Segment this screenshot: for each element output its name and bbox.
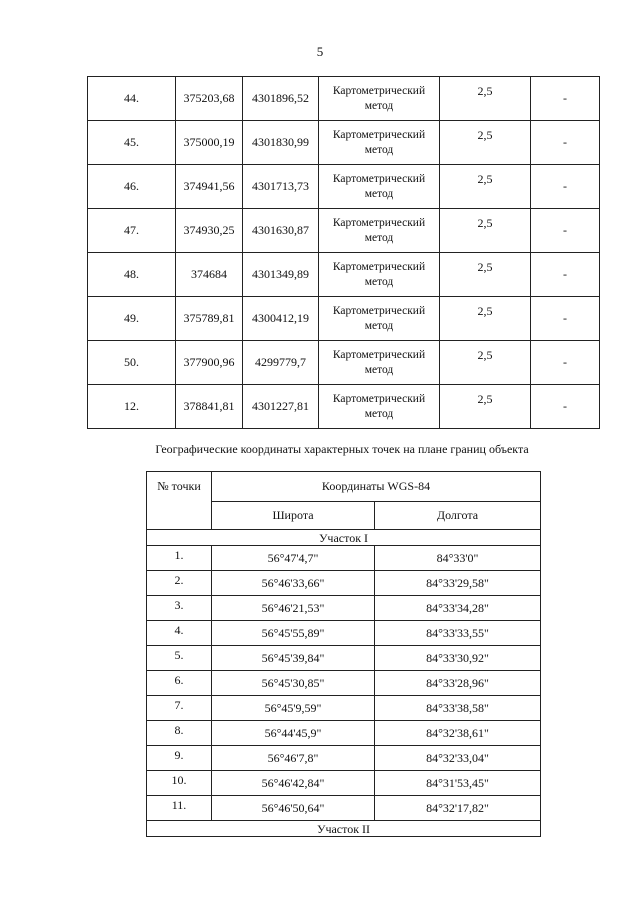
latitude: 56°44'45,9" bbox=[212, 721, 375, 746]
latitude: 56°45'39,84" bbox=[212, 646, 375, 671]
method-line: Картометрический bbox=[332, 349, 426, 361]
method-line: метод bbox=[364, 364, 394, 376]
latitude: 56°46'21,53" bbox=[212, 596, 375, 621]
latitude: 56°45'30,85" bbox=[212, 671, 375, 696]
accuracy: 2,5 bbox=[440, 253, 531, 297]
header-point-number: № точки bbox=[147, 472, 212, 530]
method-line: метод bbox=[364, 232, 394, 244]
latitude: 56°46'7,8" bbox=[212, 746, 375, 771]
point-number: 44. bbox=[88, 77, 176, 121]
method-line: Картометрический bbox=[332, 261, 426, 273]
y-coordinate: 4301713,73 bbox=[243, 165, 319, 209]
point-number: 50. bbox=[88, 341, 176, 385]
longitude: 84°33'38,58" bbox=[375, 696, 541, 721]
x-coordinate: 377900,96 bbox=[176, 341, 243, 385]
method bbox=[319, 165, 440, 209]
method-line: метод bbox=[364, 408, 394, 420]
latitude: 56°46'50,64" bbox=[212, 796, 375, 821]
point-number: 6. bbox=[147, 671, 212, 696]
table-row bbox=[88, 297, 600, 341]
method-line: Картометрический bbox=[332, 217, 426, 229]
table-row bbox=[88, 341, 600, 385]
note: - bbox=[531, 385, 600, 429]
table-row bbox=[88, 253, 600, 297]
y-coordinate: 4301896,52 bbox=[243, 77, 319, 121]
latitude: 56°45'55,89" bbox=[212, 621, 375, 646]
header-latitude: Широта bbox=[212, 502, 375, 530]
latitude: 56°46'33,66" bbox=[212, 571, 375, 596]
table-row bbox=[147, 546, 541, 571]
table-row bbox=[147, 671, 541, 696]
table-row bbox=[88, 121, 600, 165]
note: - bbox=[531, 165, 600, 209]
method-line: Картометрический bbox=[332, 393, 426, 405]
table-row bbox=[147, 621, 541, 646]
note: - bbox=[531, 297, 600, 341]
table-row bbox=[147, 696, 541, 721]
note: - bbox=[531, 253, 600, 297]
accuracy: 2,5 bbox=[440, 385, 531, 429]
accuracy: 2,5 bbox=[440, 77, 531, 121]
note: - bbox=[531, 209, 600, 253]
table-row bbox=[88, 209, 600, 253]
method bbox=[319, 209, 440, 253]
point-number: 11. bbox=[147, 796, 212, 821]
note: - bbox=[531, 121, 600, 165]
x-coordinate: 374684 bbox=[176, 253, 243, 297]
accuracy: 2,5 bbox=[440, 121, 531, 165]
section-heading-2: Участок II bbox=[147, 821, 541, 837]
point-number: 8. bbox=[147, 721, 212, 746]
method-line: метод bbox=[364, 188, 394, 200]
section-heading-1: Участок I bbox=[147, 530, 541, 546]
point-number: 49. bbox=[88, 297, 176, 341]
longitude: 84°32'38,61" bbox=[375, 721, 541, 746]
longitude: 84°32'33,04" bbox=[375, 746, 541, 771]
table-row bbox=[88, 77, 600, 121]
latitude: 56°46'42,84" bbox=[212, 771, 375, 796]
method-line: Картометрический bbox=[332, 129, 426, 141]
x-coordinate: 378841,81 bbox=[176, 385, 243, 429]
point-number: 9. bbox=[147, 746, 212, 771]
point-number: 48. bbox=[88, 253, 176, 297]
point-number: 46. bbox=[88, 165, 176, 209]
header-longitude: Долгота bbox=[375, 502, 541, 530]
table-row bbox=[88, 385, 600, 429]
page-number: 5 bbox=[316, 44, 324, 59]
table-row bbox=[147, 746, 541, 771]
geographic-coordinates-table bbox=[146, 471, 541, 837]
point-number: 47. bbox=[88, 209, 176, 253]
y-coordinate: 4300412,19 bbox=[243, 297, 319, 341]
table-row bbox=[147, 571, 541, 596]
table-row bbox=[147, 646, 541, 671]
method bbox=[319, 297, 440, 341]
longitude: 84°33'33,55" bbox=[375, 621, 541, 646]
accuracy: 2,5 bbox=[440, 297, 531, 341]
longitude: 84°33'28,96" bbox=[375, 671, 541, 696]
latitude: 56°45'9,59" bbox=[212, 696, 375, 721]
y-coordinate: 4301227,81 bbox=[243, 385, 319, 429]
x-coordinate: 374941,56 bbox=[176, 165, 243, 209]
header-coordinates: Координаты WGS-84 bbox=[212, 472, 541, 502]
longitude: 84°33'0" bbox=[375, 546, 541, 571]
y-coordinate: 4301830,99 bbox=[243, 121, 319, 165]
method-line: метод bbox=[364, 320, 394, 332]
accuracy: 2,5 bbox=[440, 165, 531, 209]
method-line: метод bbox=[364, 100, 394, 112]
point-number: 12. bbox=[88, 385, 176, 429]
point-number: 10. bbox=[147, 771, 212, 796]
note: - bbox=[531, 77, 600, 121]
point-number: 4. bbox=[147, 621, 212, 646]
geo-table-caption: Географические координаты характерных точек на плане границ объекта bbox=[155, 442, 529, 456]
table-row bbox=[88, 165, 600, 209]
y-coordinate: 4301349,89 bbox=[243, 253, 319, 297]
longitude: 84°33'34,28" bbox=[375, 596, 541, 621]
longitude: 84°32'17,82" bbox=[375, 796, 541, 821]
point-number: 5. bbox=[147, 646, 212, 671]
method-line: метод bbox=[364, 144, 394, 156]
table-row bbox=[147, 771, 541, 796]
method bbox=[319, 77, 440, 121]
table-row bbox=[147, 796, 541, 821]
point-number: 3. bbox=[147, 596, 212, 621]
longitude: 84°33'29,58" bbox=[375, 571, 541, 596]
table-row bbox=[147, 721, 541, 746]
method bbox=[319, 253, 440, 297]
longitude: 84°31'53,45" bbox=[375, 771, 541, 796]
point-number: 1. bbox=[147, 546, 212, 571]
x-coordinate: 375789,81 bbox=[176, 297, 243, 341]
method-line: Картометрический bbox=[332, 305, 426, 317]
x-coordinate: 374930,25 bbox=[176, 209, 243, 253]
method-line: Картометрический bbox=[332, 85, 426, 97]
note: - bbox=[531, 341, 600, 385]
planar-coordinates-table bbox=[87, 76, 600, 429]
method bbox=[319, 121, 440, 165]
method bbox=[319, 385, 440, 429]
accuracy: 2,5 bbox=[440, 209, 531, 253]
longitude: 84°33'30,92" bbox=[375, 646, 541, 671]
y-coordinate: 4299779,7 bbox=[243, 341, 319, 385]
point-number: 45. bbox=[88, 121, 176, 165]
y-coordinate: 4301630,87 bbox=[243, 209, 319, 253]
latitude: 56°47'4,7" bbox=[212, 546, 375, 571]
x-coordinate: 375203,68 bbox=[176, 77, 243, 121]
method-line: метод bbox=[364, 276, 394, 288]
x-coordinate: 375000,19 bbox=[176, 121, 243, 165]
table-row bbox=[147, 596, 541, 621]
method bbox=[319, 341, 440, 385]
point-number: 2. bbox=[147, 571, 212, 596]
accuracy: 2,5 bbox=[440, 341, 531, 385]
method-line: Картометрический bbox=[332, 173, 426, 185]
point-number: 7. bbox=[147, 696, 212, 721]
